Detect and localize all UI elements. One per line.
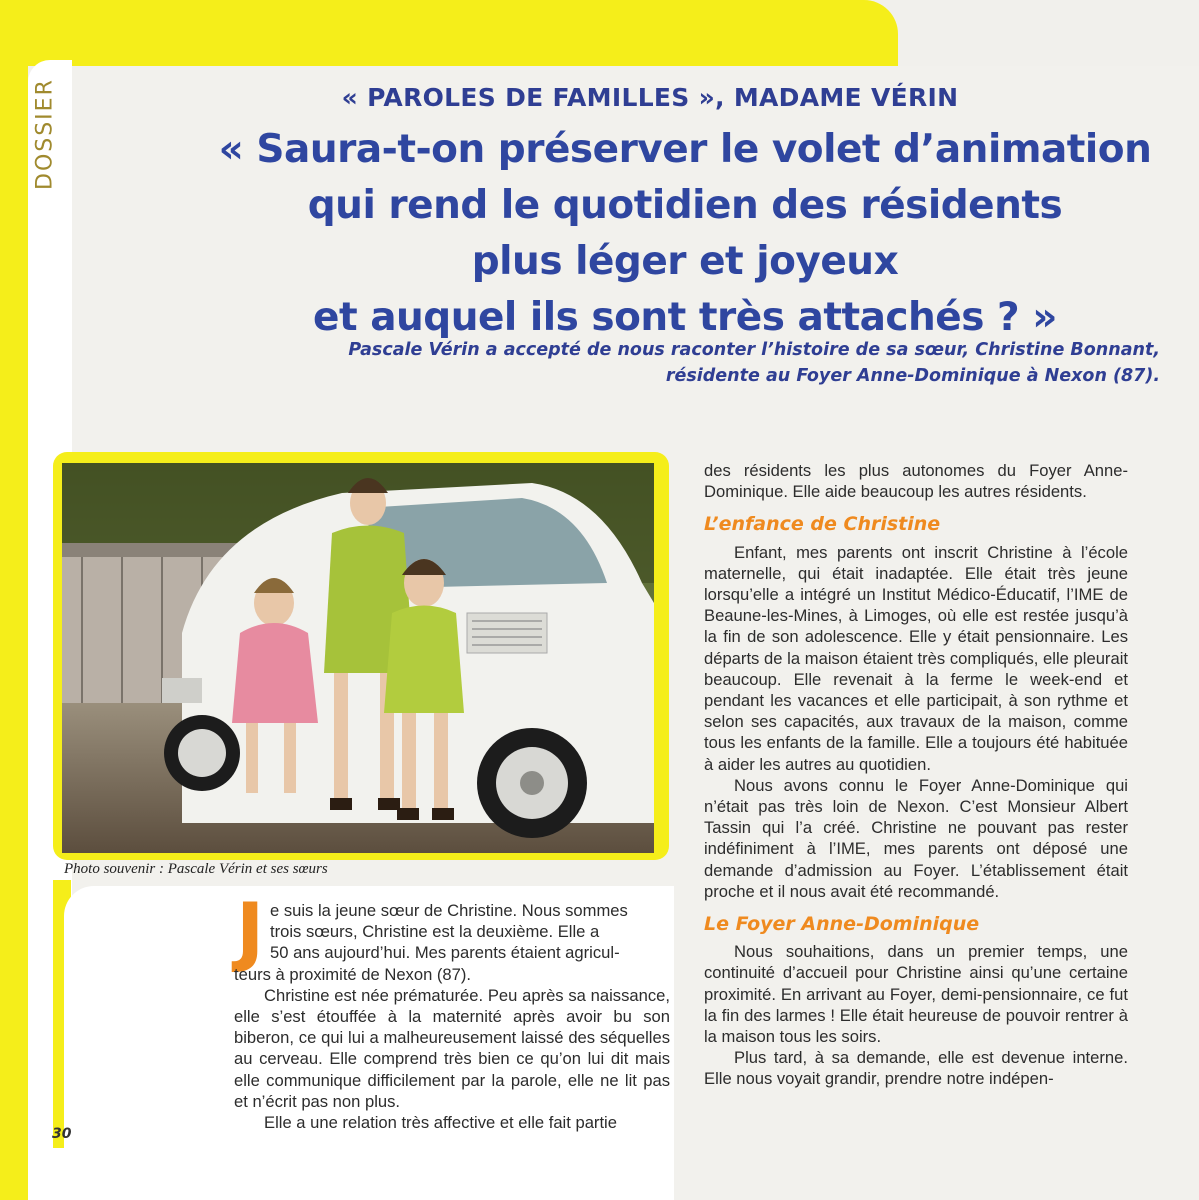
intro-line: trois sœurs, Christine est la deuxième. Elle a <box>270 922 600 942</box>
yellow-top-band <box>0 0 898 66</box>
intro-line: 50 ans aujourd’hui. Mes parents étaient agricul- <box>270 943 620 963</box>
paragraph: Christine est née prématurée. Peu après sa naissance, elle s’est étouffée à la maternité après avoir bu son biberon, ce qui lui a malheureusement laissé des séquelles au cerveau. Elle comprend très bien ce qu’on lui dit mais elle communique difficilement par la parole, elle ne lit pas et n’écrit pas non plus. <box>234 985 670 1111</box>
souvenir-photo <box>62 463 654 853</box>
photo-illustration <box>62 463 654 853</box>
paragraph: Elle a une relation très affective et elle fait partie <box>264 1113 617 1133</box>
intro-line: teurs à proximité de Nexon (87). <box>234 964 472 984</box>
headline-line: plus léger et joyeux <box>471 239 899 284</box>
page-number: 30 <box>52 1126 72 1142</box>
article-column-1 <box>234 900 670 1133</box>
article-headline <box>160 122 1199 346</box>
paragraph: Nous souhaitions, dans un premier temps, une continuité d’accueil pour Christine ainsi qu’une certaine proximité. En arrivant au Foyer, demi-pensionnaire, ce fut la fin des larmes ! Elle était heureuse de pouvoir rentrer à la maison tous les soirs. <box>704 942 1128 1047</box>
intro-lines <box>234 900 670 964</box>
standfirst-line: résidente au Foyer Anne-Dominique à Nexon (87). <box>665 366 1160 386</box>
article-kicker: « PAROLES DE FAMILLES », MADAME VÉRIN <box>341 83 959 112</box>
photo-caption: Photo souvenir : Pascale Vérin et ses sœurs <box>64 861 328 877</box>
article-column-2 <box>704 460 1128 1090</box>
intro-line: e suis la jeune sœur de Christine. Nous sommes <box>270 901 628 920</box>
paragraph: Plus tard, à sa demande, elle est devenue interne. Elle nous voyait grandir, prendre notre indépen- <box>704 1048 1128 1089</box>
paragraph: des résidents les plus autonomes du Foyer Anne-Dominique. Elle aide beaucoup les autres résidents. <box>704 461 1128 502</box>
drop-cap: J <box>236 886 265 975</box>
headline-line: « Saura-t-on préserver le volet d’animation <box>218 127 1152 172</box>
subheading: Le Foyer Anne-Dominique <box>704 913 980 936</box>
subheading: L’enfance de Christine <box>704 513 941 536</box>
headline-line: et auquel ils sont très attachés ? » <box>313 295 1057 340</box>
headline-line: qui rend le quotidien des résidents <box>307 183 1063 228</box>
paragraph: Enfant, mes parents ont inscrit Christine à l’école maternelle, qui était inadaptée. Elle était très jeune lorsqu’elle a intégré un Institut Médico-Éducatif, l’IME de Beaune-les-Mines, à Limoges, où elle est restée jusqu’à la fin de son adolescence. Elle y était pensionnaire. Les départs de la maison étaient très compliqués, elle pleurait beaucoup. Elle revenait à la ferme le week-end et pendant les vacances et elle participait, à son rythme et selon ses capacités, aux travaux de la maison, comme tous les enfants de la famille. Elle a toujours été habituée à aider les autres au quotidien. <box>704 542 1128 774</box>
article-standfirst <box>290 337 1160 389</box>
yellow-left-band <box>0 0 28 1200</box>
section-label: DOSSIER <box>32 78 58 190</box>
standfirst-line: Pascale Vérin a accepté de nous raconter l’histoire de sa sœur, Christine Bonnant, <box>348 340 1160 360</box>
paragraph: Nous avons connu le Foyer Anne-Dominique qui n’était pas très loin de Nexon. C’est Monsieur Albert Tassin qui l’a créé. Christine ne pouvant pas rester indéfiniment à l’IME, mes parents ont déposé une demande d’admission au Foyer. L’établissement était proche et il nous avait été recommandé. <box>704 775 1128 901</box>
